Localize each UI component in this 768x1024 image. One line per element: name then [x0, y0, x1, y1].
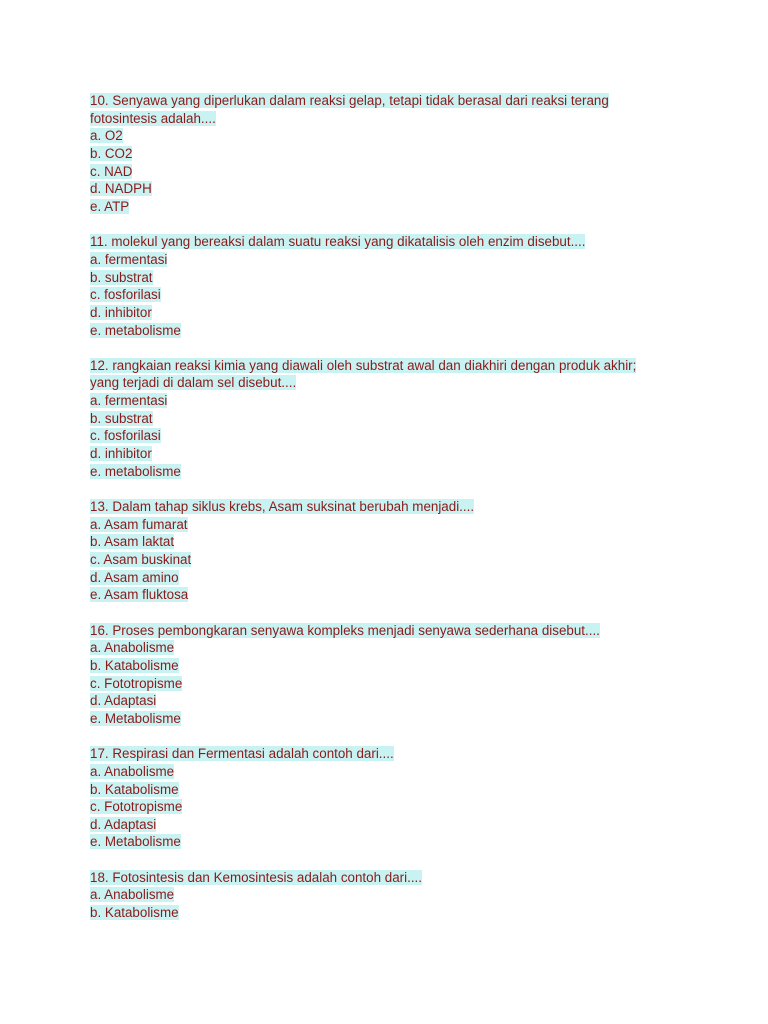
answer-option	[90, 586, 690, 604]
question-stem-line	[90, 745, 690, 763]
question-stem-line	[90, 110, 690, 128]
option-text: e. Metabolisme	[90, 834, 181, 850]
answer-option	[90, 286, 690, 304]
option-text: b. CO2	[90, 145, 133, 161]
question-text: 17. Respirasi dan Fermentasi adalah contoh dari....	[90, 746, 394, 762]
option-text: a. fermentasi	[90, 393, 168, 409]
question-17	[90, 745, 690, 851]
question-18	[90, 869, 690, 922]
question-text: fotosintesis adalah....	[90, 110, 216, 126]
answer-option	[90, 833, 690, 851]
option-text: d. inhibitor	[90, 304, 152, 320]
answer-option	[90, 392, 690, 410]
answer-option	[90, 551, 690, 569]
question-text: yang terjadi di dalam sel disebut....	[90, 375, 297, 391]
option-text: b. Katabolisme	[90, 781, 179, 797]
answer-option	[90, 781, 690, 799]
answer-option	[90, 798, 690, 816]
option-text: c. Asam buskinat	[90, 552, 192, 568]
answer-option	[90, 639, 690, 657]
question-13	[90, 498, 690, 604]
question-10	[90, 92, 690, 216]
answer-option	[90, 410, 690, 428]
option-text: d. NADPH	[90, 181, 152, 197]
option-text: e. Metabolisme	[90, 710, 181, 726]
answer-option	[90, 710, 690, 728]
answer-option	[90, 198, 690, 216]
option-text: b. Asam laktat	[90, 534, 175, 550]
answer-option	[90, 763, 690, 781]
answer-option	[90, 886, 690, 904]
option-text: b. Katabolisme	[90, 905, 179, 921]
question-stem-line	[90, 622, 690, 640]
option-text: c. Fototropisme	[90, 799, 183, 815]
document-page	[90, 92, 690, 939]
answer-option	[90, 180, 690, 198]
question-text: 11. molekul yang bereaksi dalam suatu reaksi yang dikatalisis oleh enzim disebut....	[90, 234, 586, 250]
question-stem-line	[90, 374, 690, 392]
option-text: b. substrat	[90, 410, 153, 426]
answer-option	[90, 251, 690, 269]
question-12	[90, 357, 690, 481]
option-text: a. fermentasi	[90, 251, 168, 267]
question-stem-line	[90, 869, 690, 887]
answer-option	[90, 569, 690, 587]
answer-option	[90, 675, 690, 693]
option-text: b. Katabolisme	[90, 657, 179, 673]
option-text: d. Adaptasi	[90, 693, 157, 709]
answer-option	[90, 163, 690, 181]
answer-option	[90, 516, 690, 534]
option-text: a. O2	[90, 128, 123, 144]
question-text: 18. Fotosintesis dan Kemosintesis adalah contoh dari....	[90, 869, 422, 885]
answer-option	[90, 304, 690, 322]
answer-option	[90, 533, 690, 551]
question-text: 16. Proses pembongkaran senyawa kompleks menjadi senyawa sederhana disebut....	[90, 622, 600, 638]
option-text: e. ATP	[90, 198, 130, 214]
question-16	[90, 622, 690, 728]
answer-option	[90, 269, 690, 287]
answer-option	[90, 145, 690, 163]
option-text: e. Asam fluktosa	[90, 587, 189, 603]
answer-option	[90, 692, 690, 710]
option-text: d. Adaptasi	[90, 816, 157, 832]
option-text: d. Asam amino	[90, 569, 179, 585]
option-text: c. NAD	[90, 163, 133, 179]
question-stem-line	[90, 498, 690, 516]
answer-option	[90, 427, 690, 445]
option-text: c. fosforilasi	[90, 287, 161, 303]
option-text: c. fosforilasi	[90, 428, 161, 444]
option-text: e. metabolisme	[90, 322, 181, 338]
option-text: d. inhibitor	[90, 446, 152, 462]
answer-option	[90, 904, 690, 922]
answer-option	[90, 127, 690, 145]
option-text: a. Anabolisme	[90, 763, 175, 779]
answer-option	[90, 445, 690, 463]
question-stem-line	[90, 357, 690, 375]
option-text: a. Anabolisme	[90, 640, 175, 656]
option-text: a. Anabolisme	[90, 887, 175, 903]
option-text: c. Fototropisme	[90, 675, 183, 691]
answer-option	[90, 816, 690, 834]
question-11	[90, 233, 690, 339]
answer-option	[90, 322, 690, 340]
answer-option	[90, 657, 690, 675]
option-text: a. Asam fumarat	[90, 516, 188, 532]
option-text: e. metabolisme	[90, 463, 181, 479]
question-text: 10. Senyawa yang diperlukan dalam reaksi gelap, tetapi tidak berasal dari reaksi terang	[90, 93, 609, 108]
option-text: b. substrat	[90, 269, 153, 285]
answer-option	[90, 463, 690, 481]
question-stem-line	[90, 92, 690, 110]
question-text: 12. rangkaian reaksi kimia yang diawali oleh substrat awal dan diakhiri dengan produk akhir;	[90, 357, 637, 373]
question-text: 13. Dalam tahap siklus krebs, Asam suksinat berubah menjadi....	[90, 499, 475, 515]
question-stem-line	[90, 233, 690, 251]
